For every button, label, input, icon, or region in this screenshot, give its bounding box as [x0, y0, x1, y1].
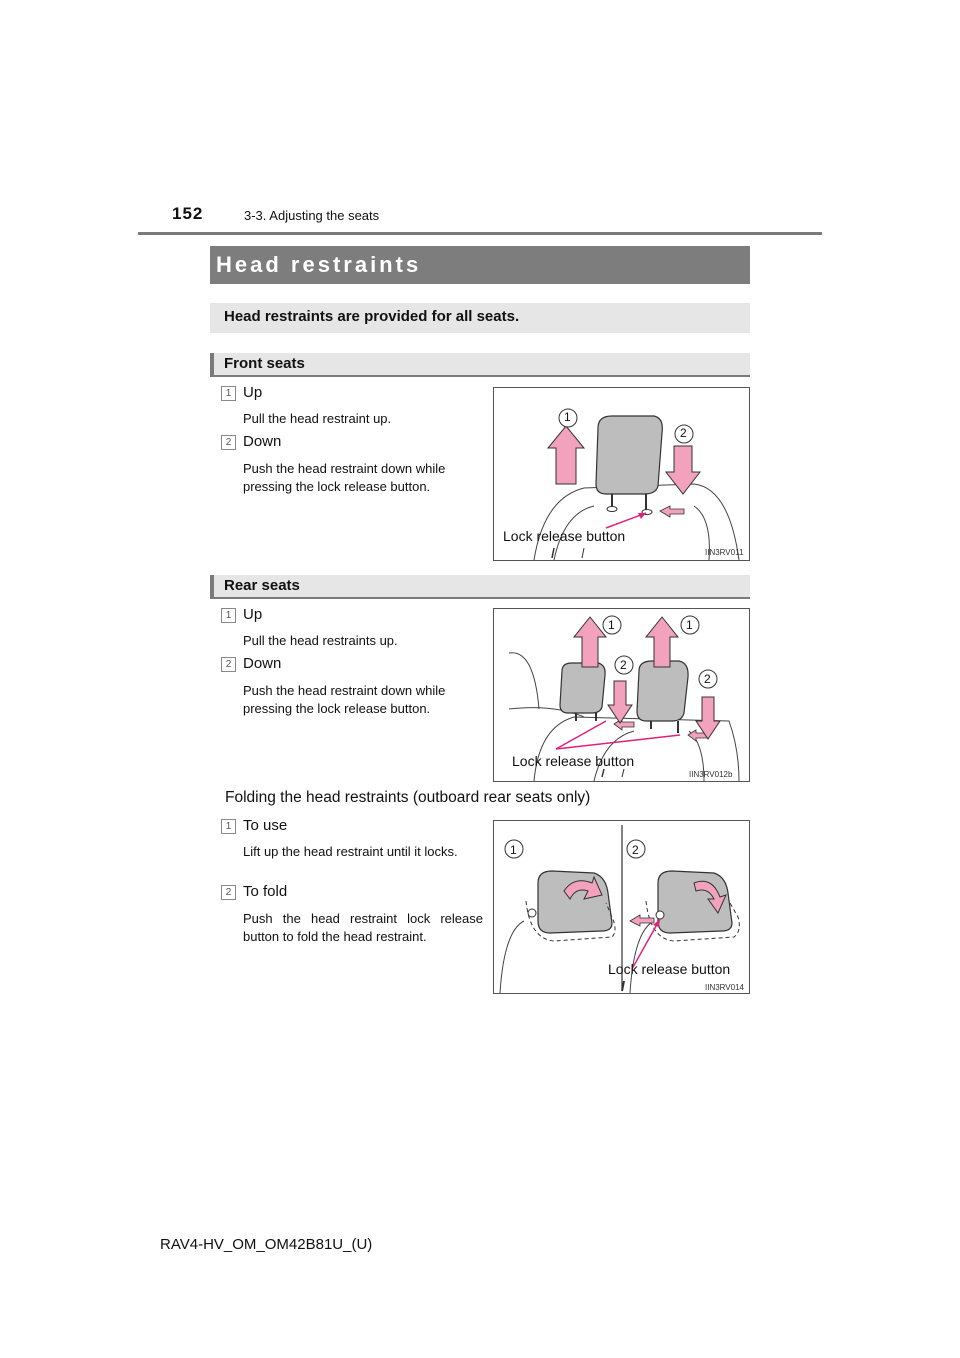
figure-code: IIN3RV012b [689, 770, 733, 779]
callout-lock-release-button: Lock release button [512, 753, 635, 769]
figure-rear-seats [493, 608, 750, 782]
section-heading-front-seats [210, 353, 750, 377]
page-title: Head restraints [216, 252, 422, 277]
step-description: Pull the head restraint up. [243, 411, 392, 426]
step-title: Up [243, 606, 263, 623]
figure-code: IIN3RV011 [705, 548, 744, 557]
figure-label: 1 [608, 618, 615, 632]
step-title: Up [243, 384, 263, 401]
step-description: Pull the head restraints up. [243, 633, 398, 648]
step-description: Lift up the head restraint until it locks. [243, 844, 458, 859]
figure-label: 2 [680, 426, 687, 440]
chapter-title: 3-3. Adjusting the seats [244, 208, 380, 223]
figure-label: 2 [704, 672, 711, 686]
callout-lock-release-button: Lock release button [503, 528, 626, 544]
step-description: Push the head restraint down while pressing the lock release button. [243, 461, 446, 494]
figure-label: 2 [632, 843, 639, 857]
footer-doc-id: RAV4-HV_OM_OM42B81U_(U) [160, 1236, 373, 1253]
figure-label: 1 [510, 843, 517, 857]
step-title: Down [243, 655, 282, 672]
section-heading-label: Front seats [224, 355, 305, 372]
figure-front-seats [493, 387, 750, 561]
section-heading-rear-seats [210, 575, 750, 599]
figure-label: 1 [686, 618, 693, 632]
step-number: 2 [221, 885, 236, 900]
intro-text: Head restraints are provided for all seats. [224, 308, 520, 325]
step-title: Down [243, 433, 282, 450]
step-number: 1 [221, 608, 236, 623]
page-title-bar [210, 246, 750, 284]
step-description: Push the head restraint down while pressing the lock release button. [243, 683, 446, 716]
step-description: Push the head restraint lock release button to fold the head restraint. [243, 911, 483, 944]
folding-heading: Folding the head restraints (outboard rear seats only) [225, 789, 591, 806]
figure-folding [493, 820, 750, 994]
section-heading-label: Rear seats [224, 577, 300, 594]
figure-label: 2 [620, 658, 627, 672]
header-rule [138, 232, 822, 235]
intro-box [210, 303, 750, 333]
step-number: 1 [221, 819, 236, 834]
step-number: 2 [221, 657, 236, 672]
figure-code: IIN3RV014 [705, 983, 744, 992]
figure-label: 1 [564, 410, 571, 424]
step-number: 1 [221, 386, 236, 401]
callout-lock-release-button: Lock release button [608, 961, 731, 977]
step-title: To use [243, 817, 288, 834]
page-number: 152 [172, 204, 204, 223]
step-number: 2 [221, 435, 236, 450]
step-title: To fold [243, 883, 288, 900]
